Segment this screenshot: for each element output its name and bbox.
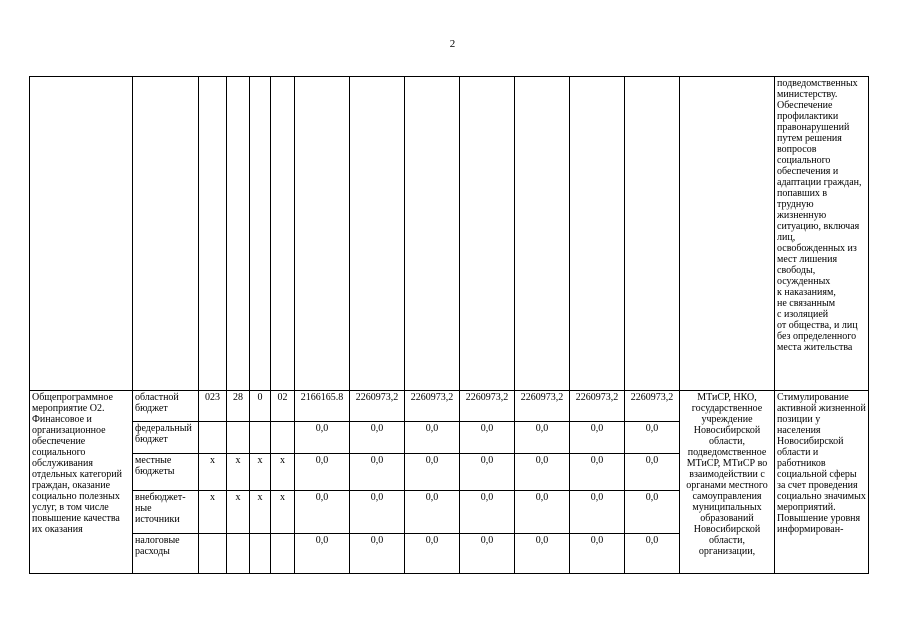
value-cell: 0,0 [515, 454, 570, 491]
value-cell: 0,0 [295, 491, 350, 534]
value-cell: 0,0 [350, 422, 405, 454]
value-cell: 0,0 [625, 534, 680, 574]
value-cell: 0,0 [405, 422, 460, 454]
p-cell [271, 534, 295, 574]
value-cell: 2260973,2 [350, 391, 405, 422]
value-cell: 0,0 [405, 534, 460, 574]
source-cell: местные бюджеты [133, 454, 199, 491]
gp-cell: х [227, 491, 250, 534]
value-cell: 0,0 [625, 454, 680, 491]
gp-cell: х [227, 454, 250, 491]
grbs-cell [199, 422, 227, 454]
page-number: 2 [449, 38, 456, 50]
grbs-cell [199, 534, 227, 574]
measure-name-cell: Общепрограммное мероприятие О2. Финансовое и организационное обеспечение социального обслуживания отдельных категорий граждан, оказание социально полезных услуг, в том числе повышение качества их оказания [30, 391, 133, 574]
value-cell: 0,0 [350, 534, 405, 574]
value-cell: 0,0 [460, 491, 515, 534]
grbs-cell: х [199, 491, 227, 534]
value-cell: 0,0 [570, 534, 625, 574]
pgp-cell: х [250, 454, 271, 491]
p-cell: х [271, 491, 295, 534]
grbs-cell: 023 [199, 391, 227, 422]
value-cell: 0,0 [350, 454, 405, 491]
value-cell: 0,0 [515, 422, 570, 454]
pgp-cell: х [250, 491, 271, 534]
value-cell: 2260973,2 [460, 391, 515, 422]
value-cell: 2166165.8 [295, 391, 350, 422]
source-cell: налоговые расходы [133, 534, 199, 574]
continuation-row [30, 77, 869, 391]
executors-cell: МТиСР, НКО, государственное учреждение Новосибирской области, подведомственное МТиСР, МТиСР во взаимодействии с органами местного самоуправления муниципальных образований Новосибирской области, организации, [680, 391, 775, 574]
value-cell: 0,0 [625, 422, 680, 454]
value-cell: 0,0 [515, 534, 570, 574]
value-cell: 0,0 [295, 422, 350, 454]
value-cell: 0,0 [570, 422, 625, 454]
value-cell: 0,0 [515, 491, 570, 534]
goal-text-cell: подведомственных министерству. Обеспечение профилактики правонарушений путем решения вопросов социального обеспечения и адаптации граждан, попавших в трудную жизненную ситуацию, включая лиц, освобожденных из мест лишения свободы, осужденных к наказаниям, не связанным с изоляцией от общества, и лиц без определенного места жительства [775, 77, 869, 391]
program-table [29, 76, 869, 574]
pgp-cell [250, 534, 271, 574]
value-cell: 0,0 [295, 454, 350, 491]
table-row [30, 391, 869, 422]
grbs-cell: х [199, 454, 227, 491]
gp-cell [227, 422, 250, 454]
pgp-cell [250, 422, 271, 454]
source-cell: областной бюджет [133, 391, 199, 422]
value-cell: 0,0 [460, 422, 515, 454]
p-cell [271, 422, 295, 454]
value-cell: 0,0 [460, 454, 515, 491]
value-cell: 2260973,2 [570, 391, 625, 422]
value-cell: 0,0 [625, 491, 680, 534]
value-cell: 2260973,2 [515, 391, 570, 422]
value-cell: 0,0 [350, 491, 405, 534]
source-cell: внебюджет-ные источники [133, 491, 199, 534]
source-cell: федеральный бюджет [133, 422, 199, 454]
value-cell: 0,0 [405, 454, 460, 491]
value-cell: 2260973,2 [405, 391, 460, 422]
value-cell: 0,0 [460, 534, 515, 574]
value-cell: 0,0 [405, 491, 460, 534]
value-cell: 2260973,2 [625, 391, 680, 422]
result-cell: Стимулирование активной жизненной позиции у населения Новосибирской области и работников социальной сферы за счет проведения социально значимых мероприятий. Повышение уровня информирован- [775, 391, 869, 574]
value-cell: 0,0 [295, 534, 350, 574]
pgp-cell: 0 [250, 391, 271, 422]
gp-cell: 28 [227, 391, 250, 422]
value-cell: 0,0 [570, 491, 625, 534]
p-cell: 02 [271, 391, 295, 422]
value-cell: 0,0 [570, 454, 625, 491]
gp-cell [227, 534, 250, 574]
p-cell: х [271, 454, 295, 491]
